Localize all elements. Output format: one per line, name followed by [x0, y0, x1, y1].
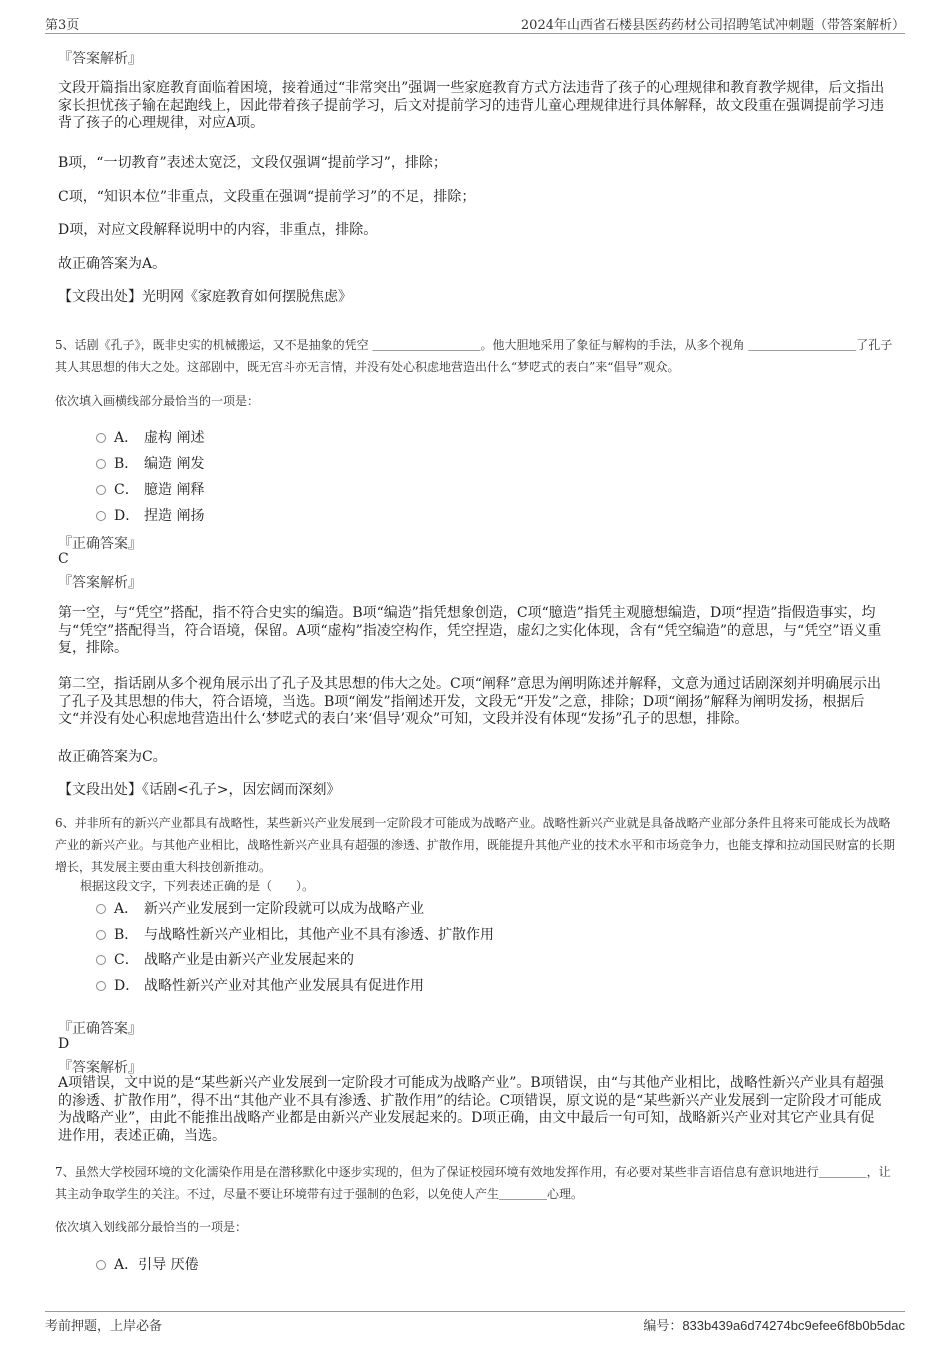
text-source: 【文段出处】《话剧<孔子>，因宏阔而深刻》 [58, 782, 341, 798]
radio-icon[interactable] [96, 433, 106, 443]
radio-icon[interactable] [96, 1260, 106, 1270]
page-number: 第3页 [45, 18, 80, 33]
analysis-label: 『答案解析』 [58, 575, 142, 591]
analysis-paragraph: 文段开篇指出家庭教育面临着困境，接着通过“非常突出”强调一些家庭教育方式方法违背了孩子的心理规律和教育教学规律，后文指出家长担忧孩子输在起跑线上，因此带着孩子提前学习，后文对提前学习的违背儿童心理规律进行具体解释，故文段重在强调提前学习违背了孩子的心理规律，对应A项。 [58, 80, 885, 131]
document-code [643, 1315, 905, 1334]
question-6-text: 6、并非所有的新兴产业都具有战略性，某些新兴产业发展到一定阶段才可能成为战略产业。战略性新兴产业就是具备战略产业部分条件且将来可能成长为战略产业的新兴产业。与其他产业相比，战略性新兴产业具有超强的渗透、扩散作用，既能提升其他产业的技术水平和市场竞争力，也能支撑和拉动国民财富的长期增长，其发展主要由重大科技创新推动。 [55, 816, 896, 874]
analysis-label: 『答案解析』 [58, 51, 142, 67]
radio-icon[interactable] [96, 511, 106, 521]
correct-answer: C [58, 551, 69, 567]
question-5-option-c[interactable]: C． 臆造 阐释 [96, 479, 204, 499]
question-5-option-d[interactable]: D． 捏造 阐扬 [96, 505, 204, 525]
question-6-option-b[interactable]: B． 与战略性新兴产业相比，其他产业不具有渗透、扩散作用 [96, 924, 494, 944]
correct-answer: D [58, 1036, 70, 1052]
question-7-prompt: 依次填入划线部分最恰当的一项是： [55, 1220, 248, 1234]
question-5-prompt: 依次填入画横线部分最恰当的一项是： [55, 394, 260, 408]
analysis-option-b: B项，“一切教育”表述太宽泛，文段仅强调“提前学习”，排除； [58, 155, 447, 171]
question-6-option-c[interactable]: C． 战略产业是由新兴产业发展起来的 [96, 949, 354, 969]
analysis-paragraph-1: 第一空，与“凭空”搭配，指不符合史实的编造。B项“编造”指凭想象创造，C项“臆造”指凭主观臆想编造，D项“捏造”指假造事实，均与“凭空”搭配得当，符合语境，保留。A项“虚构”指凌空构作，凭空捏造，虚幻之实化体现，含有“凭空编造”的意思，与“凭空”语义重复，排除。 [58, 605, 882, 656]
analysis-paragraph-2: 第二空，指话剧从多个视角展示出了孔子及其思想的伟大之处。C项“阐释”意思为阐明陈述并解释，文意为通过话剧深刻并明确展示出了孔子及其思想的伟大，符合语境，当选。B项“阐发”指阐述开发，文段无“开发”之意，排除；D项“阐扬”解释为阐明发扬，根据后文“并没有处心积虑地营造出什么‘梦呓式的表白’来‘倡导’观众”可知，文段并没有体现“发扬”孔子的思想，排除。 [58, 676, 882, 727]
question-6-option-a[interactable]: A． 新兴产业发展到一定阶段就可以成为战略产业 [96, 898, 424, 918]
question-5-option-b[interactable]: B． 编造 阐发 [96, 453, 204, 473]
question-7-option-a[interactable]: A．引导 厌倦 [96, 1254, 199, 1274]
document-title: 2024年山西省石楼县医药药材公司招聘笔试冲刺题（带答案解析） [520, 18, 905, 33]
answer-conclusion: 故正确答案为A。 [58, 256, 167, 272]
question-5-option-a[interactable]: A． 虚构 阐述 [96, 427, 204, 447]
analysis-option-c: C项，“知识本位”非重点，文段重在强调“提前学习”的不足，排除； [58, 189, 476, 205]
correct-answer-label: 『正确答案』 [58, 536, 142, 552]
radio-icon[interactable] [96, 904, 106, 914]
document-code-value: 833b439a6d74274bc9efee6f8b0b5dac [682, 1318, 905, 1333]
radio-icon[interactable] [96, 459, 106, 469]
question-6-prompt: 根据这段文字，下列表述正确的是（ ）。 [80, 879, 315, 893]
question-7-text: 7、虽然大学校园环境的文化濡染作用是在潜移默化中逐步实现的，但为了保证校园环境有效地发挥作用，有必要对某些非言语信息有意识地进行＿＿＿＿，让其主动争取学生的关注。不过，尽量不要让环境带有过于强制的色彩，以免使人产生＿＿＿＿心理。 [55, 1165, 891, 1201]
header-divider [45, 33, 905, 34]
correct-answer-label: 『正确答案』 [58, 1021, 142, 1037]
document-code-label: 编号： [643, 1319, 683, 1334]
analysis-label: 『答案解析』 [58, 1060, 142, 1076]
radio-icon[interactable] [96, 485, 106, 495]
answer-conclusion: 故正确答案为C。 [58, 749, 167, 765]
footer-slogan: 考前押题，上岸必备 [45, 1319, 163, 1334]
radio-icon[interactable] [96, 930, 106, 940]
question-5-text: 5、话剧《孔子》，既非史实的机械搬运，又不是抽象的凭空 ＿＿＿＿＿＿＿＿＿。他大胆地采用了象征与解构的手法，从多个视角 ＿＿＿＿＿＿＿＿＿了孔子其人其思想的伟大之处。这部剧中，既无宫斗亦无言情，并没有处心积虑地营造出什么“梦呓式的表白”来“倡导”观众。 [55, 338, 893, 374]
radio-icon[interactable] [96, 981, 106, 991]
radio-icon[interactable] [96, 955, 106, 965]
text-source: 【文段出处】光明网《家庭教育如何摆脱焦虑》 [58, 289, 352, 305]
question-6-option-d[interactable]: D． 战略性新兴产业对其他产业发展具有促进作用 [96, 975, 424, 995]
footer-divider [45, 1311, 905, 1312]
analysis-paragraph: A项错误，文中说的是“某些新兴产业发展到一定阶段才可能成为战略产业”。B项错误，由“与其他产业相比，战略性新兴产业具有超强的渗透、扩散作用”，得不出“其他产业不具有渗透、扩散作用”的结论。C项错误，原文说的是“某些新兴产业发展到一定阶段才可能成为战略产业”，由此不能推出战略产业都是由新兴产业发展起来的。D项正确，由文中最后一句可知，战略新兴产业对其它产业具有促进作用，表述正确，当选。 [58, 1075, 884, 1144]
analysis-option-d: D项，对应文段解释说明中的内容，非重点，排除。 [58, 222, 378, 238]
